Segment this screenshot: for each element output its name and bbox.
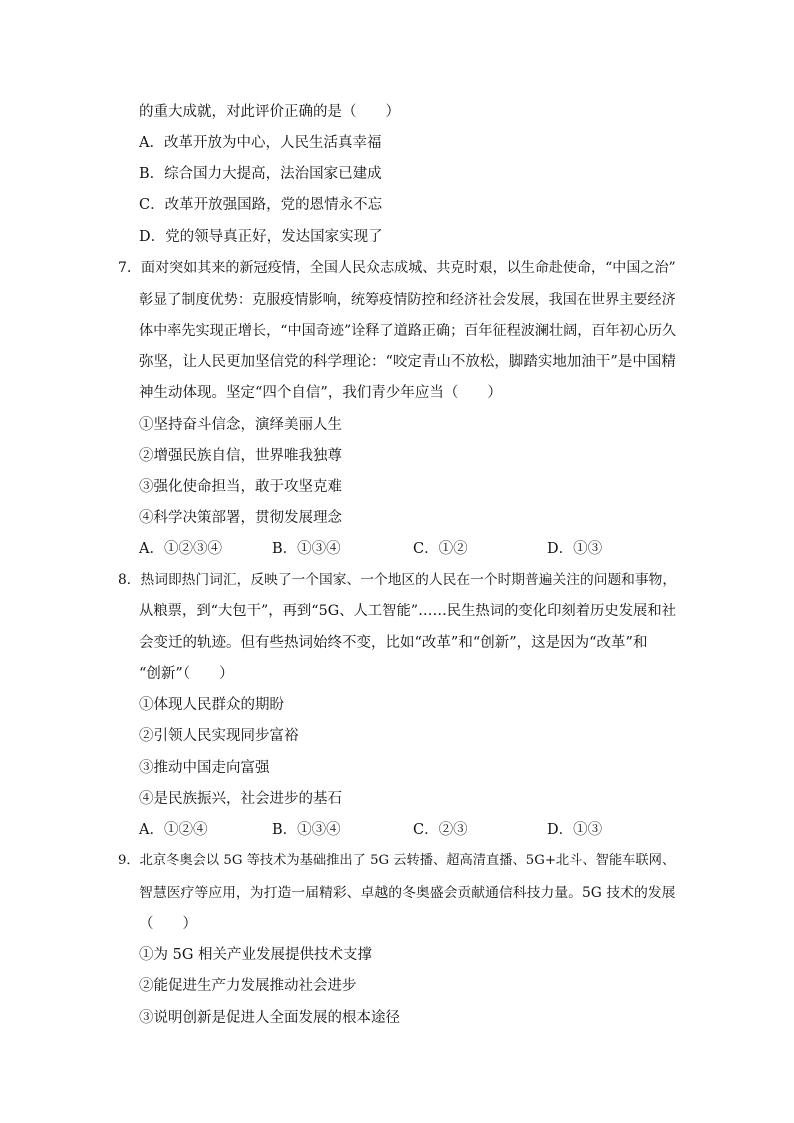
q7-stem-line-2: 彰显了制度优势：克服疫情影响，统筹疫情防控和经济社会发展，我国在世界主要经济 (139, 292, 676, 308)
q8-statement-4: ④是民族振兴，社会进步的基石 (139, 791, 342, 807)
q8-choice-a: A．①②④ (139, 822, 208, 838)
q6-stem-continuation: 的重大成就，对此评价正确的是（ ） (139, 104, 400, 120)
q7-choice-d: D．①③ (547, 541, 603, 557)
q9-stem-line-2: 智慧医疗等应用，为打造一届精彩、卓越的冬奥盛会贡献通信科技力量。5G 技术的发展 (139, 885, 676, 901)
q7-statement-1: ①坚持奋斗信念，演绎美丽人生 (139, 417, 342, 433)
q7-statement-4: ④科学决策部署，贯彻发展理念 (139, 510, 342, 526)
q8-stem-line-1: 8．热词即热门词汇，反映了一个国家、一个地区的人民在一个时期普遍关注的问题和事物， (118, 572, 677, 588)
q9-stem-line-1: 9．北京冬奥会以 5G 等技术为基础推出了 5G 云转播、超高清直播、5G+北斗、智能车联网、 (118, 853, 676, 868)
q8-stem-line-4: “创新”（ ） (139, 666, 234, 682)
q7-choice-b: B．①③④ (272, 541, 341, 557)
q8-statement-2: ②引领人民实现同步富裕 (139, 728, 299, 744)
q8-statement-3: ③推动中国走向富强 (139, 760, 270, 776)
q7-stem-line-3: 体中率先实现正增长，“中国奇迹”诠释了道路正确；百年征程波澜壮阔，百年初心历久 (139, 323, 677, 339)
q9-stem-line-3: （ ） (139, 916, 197, 932)
q7-statement-3: ③强化使命担当，敢于攻坚克难 (139, 479, 342, 495)
q7-stem-line-1: 7．面对突如其来的新冠疫情，全国人民众志成城、共克时艰，以生命赴使命，“中国之治” (118, 260, 676, 276)
q7-statement-2: ②增强民族自信，世界唯我独尊 (139, 448, 342, 464)
q7-choice-c: C．①② (413, 541, 468, 557)
q8-choice-c: C．②③ (413, 822, 468, 838)
q9-statement-2: ②能促进生产力发展推动社会进步 (139, 978, 357, 994)
q8-statement-1: ①体现人民群众的期盼 (139, 697, 284, 713)
q9-statement-1: ①为 5G 相关产业发展提供技术支撑 (139, 947, 373, 963)
q6-option-c: C．改革开放强国路，党的恩情永不忘 (139, 197, 383, 213)
q7-stem-line-4: 弥坚，让人民更加坚信党的科学理论：“咬定青山不放松，脚踏实地加油干”是中国精 (139, 354, 676, 370)
q8-choice-d: D．①③ (547, 822, 603, 838)
q8-choice-b: B．①③④ (272, 822, 341, 838)
q6-option-d: D．党的领导真正好，发达国家实现了 (139, 229, 383, 245)
q7-stem-line-5: 神生动体现。坚定“四个自信”，我们青少年应当（ ） (139, 385, 502, 401)
q8-stem-line-3: 会变迁的轨迹。但有些热词始终不变，比如“改革”和“创新”，这是因为“改革”和 (139, 635, 648, 651)
q9-statement-3: ③说明创新是促进人全面发展的根本途径 (139, 1010, 400, 1026)
q6-option-b: B．综合国力大提高，法治国家已建成 (139, 166, 382, 182)
q7-choice-a: A．①②③④ (139, 541, 222, 557)
q6-option-a: A．改革开放为中心，人民生活真幸福 (139, 135, 382, 151)
q8-stem-line-2: 从粮票，到“大包干”，再到“5G、人工智能”……民生热词的变化印刻着历史发展和社 (139, 603, 677, 619)
